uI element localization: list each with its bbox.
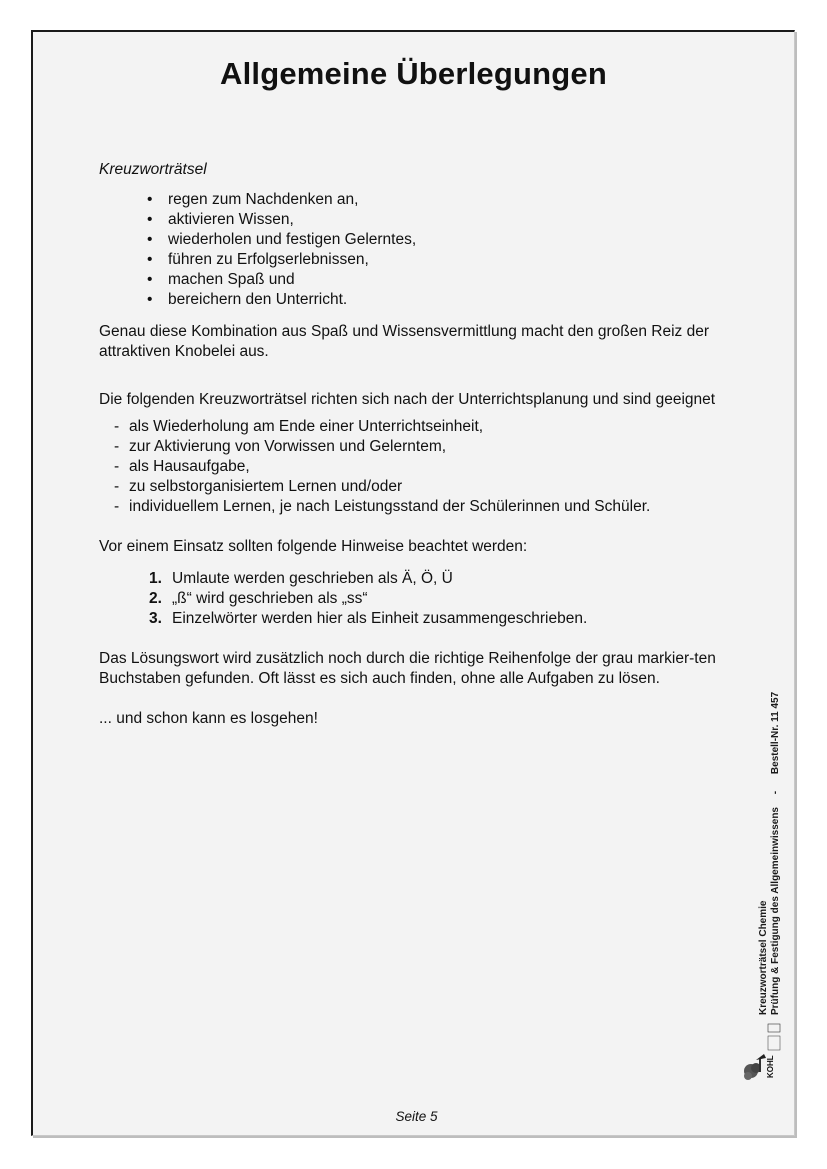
side-imprint-subtitle: Prüfung & Festigung des Allgemeinwissens — [770, 807, 781, 1015]
paragraph-intro: Genau diese Kombination aus Spaß und Wissensvermittlung macht den großen Reiz der attraktiven Knobelei aus. — [99, 323, 709, 360]
page-shadow-right — [795, 32, 797, 1138]
paragraph-suitability: Die folgenden Kreuzworträtsel richten sich nach der Unterrichtsplanung und sind geeignet — [99, 391, 716, 408]
paragraph-closing: ... und schon kann es losgehen! — [99, 710, 318, 727]
dash-list — [99, 417, 739, 517]
bullet-item: • regen zum Nachdenken an, — [147, 190, 739, 210]
dash-item: - als Hausaufgabe, — [114, 457, 739, 477]
numbered-item — [149, 569, 739, 589]
bullet-item: • machen Spaß und — [147, 270, 739, 290]
page-content — [99, 160, 739, 729]
item-number: 2. — [149, 590, 162, 607]
dash-item: - individuellem Lernen, je nach Leistungsstand der Schülerinnen und Schüler. — [114, 497, 739, 517]
side-imprint-title: Kreuzworträtsel Chemie — [758, 900, 769, 1015]
item-text: „ß“ wird geschrieben als „ss“ — [172, 590, 368, 607]
bullet-list — [99, 190, 739, 310]
bullet-item: • bereichern den Unterricht. — [147, 290, 739, 310]
numbered-item — [149, 609, 739, 629]
item-text: Einzelwörter werden hier als Einheit zusammengeschrieben. — [172, 610, 588, 627]
paragraph-solution: Das Lösungswort wird zusätzlich noch durch die richtige Reihenfolge der grau markier-ten Buchstaben gefunden. Oft lässt es sich auch finden, ohne alle Aufgaben zu lösen. — [99, 650, 716, 687]
item-number: 1. — [149, 570, 162, 587]
side-imprint-order-number: Bestell-Nr. 11 457 — [770, 691, 781, 775]
item-text: Umlaute werden geschrieben als Ä, Ö, Ü — [172, 570, 453, 587]
side-imprint-subtitle-row — [770, 692, 782, 1015]
page-number: Seite 5 — [395, 1109, 438, 1124]
publisher-logo-icon — [742, 1018, 782, 1084]
page-title: Allgemeine Überlegungen — [220, 56, 607, 91]
dash-item: - zur Aktivierung von Vorwissen und Gelerntem, — [114, 437, 739, 457]
bullet-item: • führen zu Erfolgserlebnissen, — [147, 250, 739, 270]
item-number: 3. — [149, 610, 162, 627]
dash-item: - zu selbstorganisiertem Lernen und/oder — [114, 477, 739, 497]
side-imprint — [758, 692, 782, 1015]
side-imprint-separator: - — [770, 790, 781, 795]
page-shadow-bottom — [33, 1136, 797, 1138]
numbered-item — [149, 589, 739, 609]
bullet-item: • wiederholen und festigen Gelerntes, — [147, 230, 739, 250]
publisher-logo-text: KOHL — [766, 1055, 775, 1078]
dash-item: - als Wiederholung am Ende einer Unterrichtseinheit, — [114, 417, 739, 437]
paragraph-hints: Vor einem Einsatz sollten folgende Hinweise beachtet werden: — [99, 538, 528, 555]
numbered-list — [99, 569, 739, 629]
subheading: Kreuzworträtsel — [99, 161, 207, 178]
bullet-item: • aktivieren Wissen, — [147, 210, 739, 230]
